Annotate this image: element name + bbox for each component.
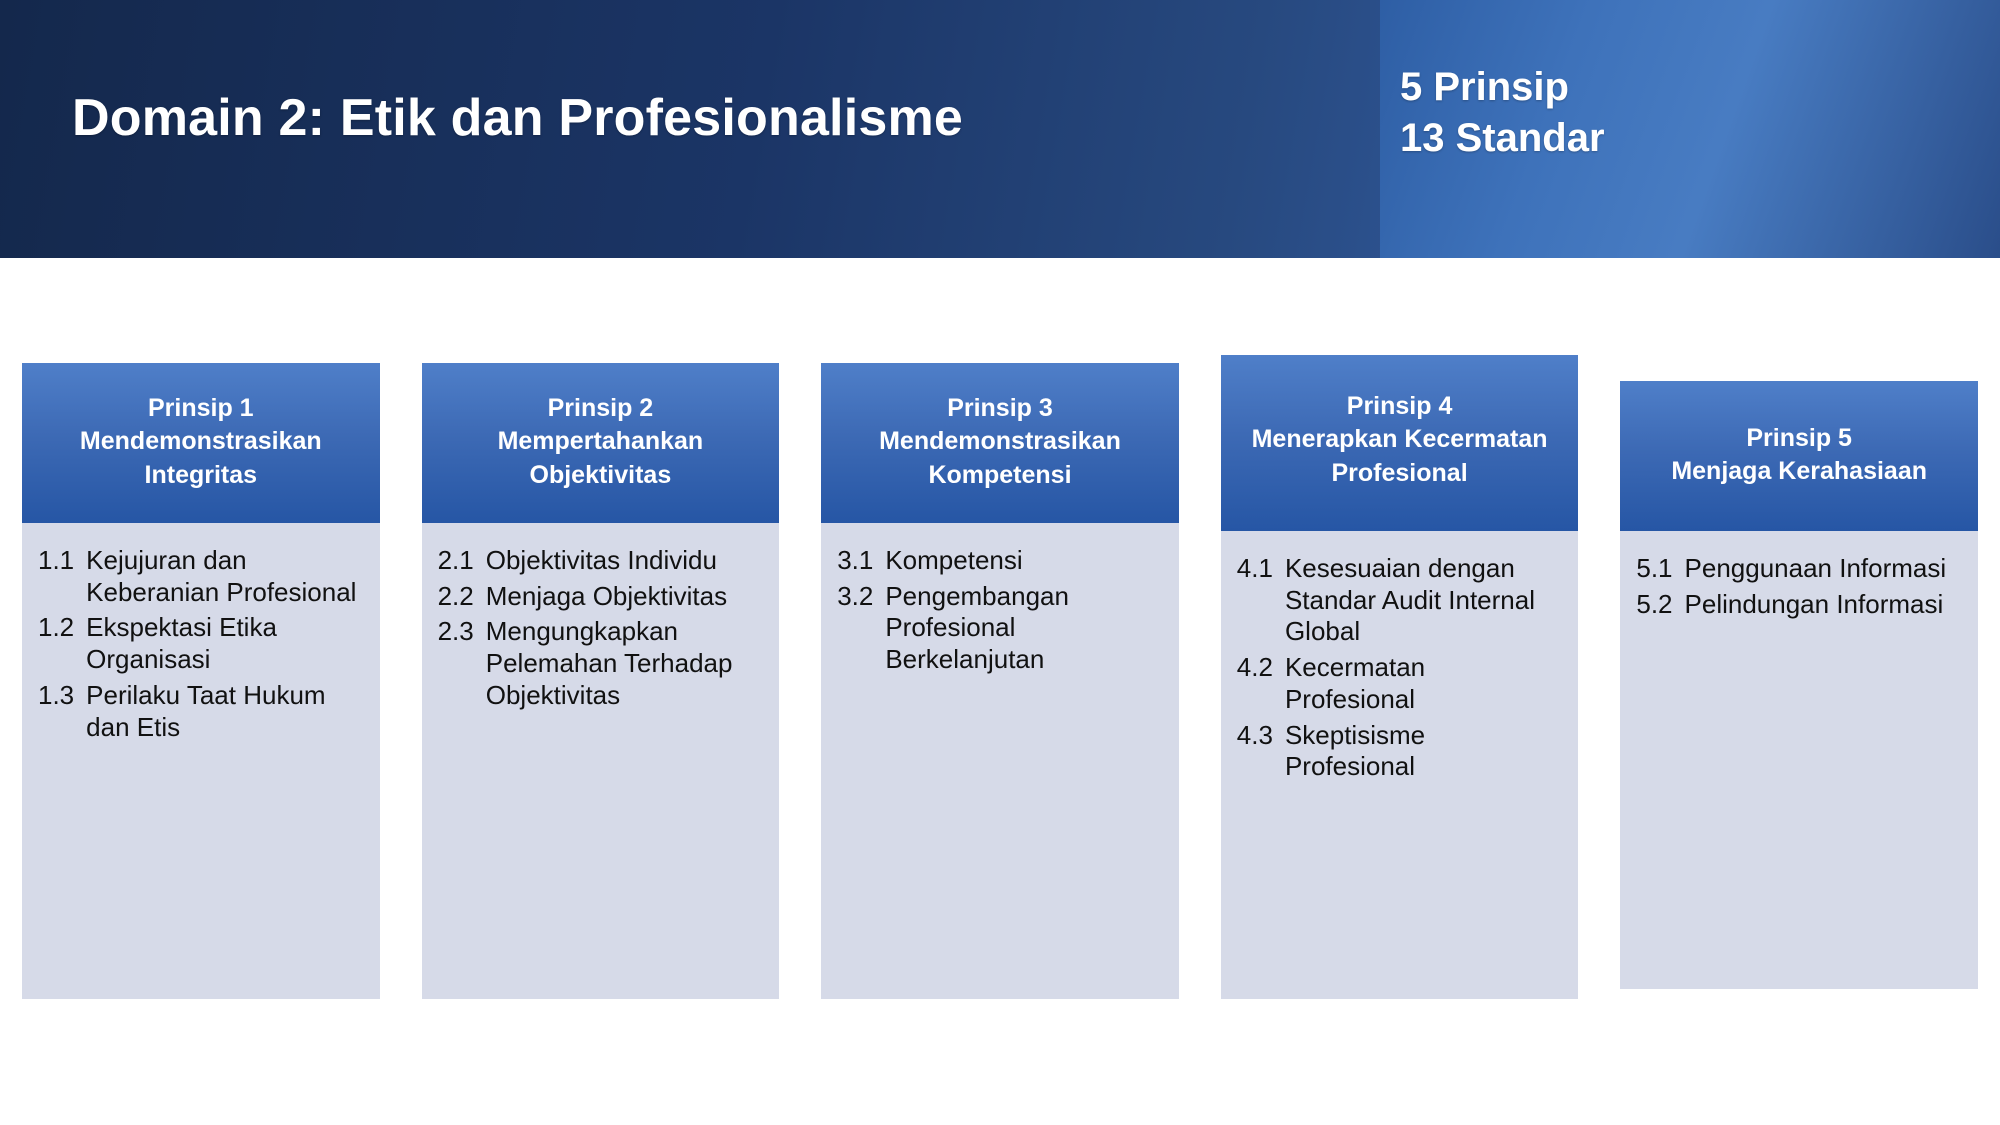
- header-stat-principles: 5 Prinsip: [1400, 65, 1569, 109]
- principle-name-5: Menjaga Kerahasiaan: [1671, 457, 1927, 485]
- list-item: [1237, 553, 1563, 648]
- standard-text: Penggunaan Informasi: [1684, 553, 1947, 583]
- principle-name-1: Mendemonstrasikan Integritas: [79, 427, 322, 489]
- header-stats: [1400, 62, 1605, 164]
- principle-body-1: [22, 523, 380, 999]
- standard-text: Kejujuran dan Keberanian Profesional: [86, 545, 357, 607]
- list-item: [438, 545, 764, 577]
- list-item: [837, 545, 1163, 577]
- principle-kicker-5: Prinsip 5: [1746, 423, 1852, 452]
- standard-number: 3.1: [837, 545, 874, 575]
- principle-kicker-4: Prinsip 4: [1346, 392, 1453, 421]
- principle-body-3: [821, 523, 1179, 999]
- standard-text: Pelindungan Informasi: [1684, 588, 1944, 619]
- standard-number: 1.2: [38, 612, 75, 643]
- principle-column-1[interactable]: [22, 355, 380, 999]
- standard-number: 2.2: [437, 580, 474, 611]
- principle-column-2[interactable]: [422, 355, 780, 999]
- principle-column-3[interactable]: [821, 355, 1179, 999]
- standard-text: Pengembangan Profesional Berkelanjutan: [885, 580, 1069, 675]
- standard-text: Kecermatan Profesional: [1284, 652, 1426, 714]
- standard-number: 4.1: [1236, 553, 1273, 583]
- standard-number: 1.3: [38, 679, 75, 710]
- list-item: [38, 612, 364, 675]
- page-title: Domain 2: Etik dan Profesionalisme: [72, 89, 964, 147]
- principle-header-4: [1221, 355, 1579, 531]
- list-item: [38, 680, 364, 743]
- principle-column-5[interactable]: [1620, 355, 1978, 989]
- standard-text: Kesesuaian dengan Standar Audit Internal Global: [1284, 553, 1535, 647]
- principle-kicker-1: Prinsip 1: [148, 394, 254, 423]
- list-item: [837, 581, 1163, 676]
- header-stat-standards: 13 Standar: [1400, 116, 1605, 161]
- principle-name-2: Mempertahankan Objektivitas: [497, 427, 704, 489]
- standard-text: Menjaga Objektivitas: [485, 580, 728, 611]
- principle-header-3: [821, 363, 1179, 523]
- list-item: [438, 616, 764, 711]
- principle-name-3: Mendemonstrasikan Kompetensi: [879, 427, 1121, 489]
- standard-number: 1.1: [38, 545, 75, 575]
- standard-number: 4.2: [1236, 652, 1273, 683]
- principles-columns: [0, 355, 2000, 999]
- principle-name-4: Menerapkan Kecermatan Profesional: [1251, 425, 1548, 487]
- principle-body-2: [422, 523, 780, 999]
- principle-header-5: [1620, 381, 1978, 531]
- list-item: [1237, 652, 1563, 715]
- principle-kicker-3: Prinsip 3: [947, 394, 1053, 423]
- header-band: [0, 0, 2000, 258]
- principle-body-4: [1221, 531, 1579, 999]
- standard-number: 4.3: [1236, 719, 1273, 750]
- standard-text: Ekspektasi Etika Organisasi: [86, 612, 277, 675]
- principle-header-1: [22, 363, 380, 523]
- standard-text: Objektivitas Individu: [485, 545, 717, 575]
- standard-number: 3.2: [837, 580, 874, 611]
- list-item: [1237, 720, 1563, 783]
- principle-column-4[interactable]: [1221, 355, 1579, 999]
- principle-header-2: [422, 363, 780, 523]
- list-item: [1636, 553, 1962, 585]
- list-item: [38, 545, 364, 608]
- standard-number: 2.1: [437, 545, 474, 575]
- standard-number: 5.2: [1636, 588, 1673, 619]
- list-item: [1636, 589, 1962, 621]
- principle-kicker-2: Prinsip 2: [547, 394, 654, 423]
- principle-body-5: [1620, 531, 1978, 989]
- standard-number: 2.3: [437, 616, 474, 647]
- standard-text: Mengungkapkan Pelemahan Terhadap Objektivitas: [485, 616, 733, 710]
- standard-text: Perilaku Taat Hukum dan Etis: [86, 679, 326, 742]
- standard-text: Skeptisisme Profesional: [1284, 719, 1426, 782]
- standard-text: Kompetensi: [885, 545, 1023, 575]
- standard-number: 5.1: [1636, 553, 1673, 583]
- list-item: [438, 581, 764, 613]
